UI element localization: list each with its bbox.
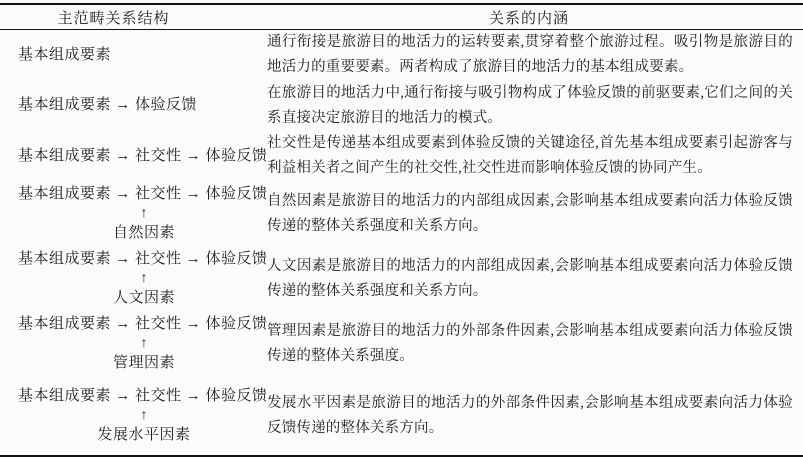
structure-path: 基本组成要素 → 社交性 → 体验反馈 <box>18 387 268 404</box>
structure-cell <box>0 181 268 246</box>
relation-description: 在旅游目的地活力中,通行衔接与吸引物构成了体验反馈的前驱要素,它们之间的关系直接决定旅游目的地活力的模式。 <box>267 84 793 126</box>
structure-path: 基本组成要素 → 体验反馈 <box>18 97 198 113</box>
structure-path: 基本组成要素 → 社交性 → 体验反馈 <box>18 315 268 332</box>
table-row <box>0 80 803 131</box>
structure-cell <box>0 30 255 80</box>
structure-path: 基本组成要素 → 社交性 → 体验反馈 <box>18 250 268 267</box>
meaning-column-header: 关系的内涵 <box>488 10 569 27</box>
table-row <box>0 311 803 376</box>
factor-influence <box>18 205 270 244</box>
structure-cell <box>0 311 268 376</box>
structure-cell <box>0 131 268 181</box>
factor-label: 发展水平因素 <box>97 426 191 443</box>
up-arrow-icon: ↑ <box>140 270 148 286</box>
table-row <box>0 131 803 181</box>
relation-description: 自然因素是旅游目的地活力的内部组成因素,会影响基本组成要素向活力体验反馈传递的整体关系强度和关系方向。 <box>267 192 793 234</box>
up-arrow-icon: ↑ <box>140 407 148 423</box>
structure-path: 基本组成要素 → 社交性 → 体验反馈 <box>18 147 268 164</box>
structure-path: 基本组成要素 <box>18 46 112 63</box>
factor-influence <box>18 270 270 309</box>
factor-influence <box>18 335 270 374</box>
structure-column-header: 主范畴关系结构 <box>57 10 170 27</box>
structure-cell <box>0 246 268 311</box>
factor-label: 管理因素 <box>112 354 175 371</box>
relation-description: 人文因素是旅游目的地活力的内部组成因素,会影响基本组成要素向活力体验反馈传递的整体关系强度和关系方向。 <box>267 257 793 299</box>
table-body <box>0 30 803 455</box>
table-row <box>0 376 803 455</box>
relation-description: 通行衔接是旅游目的地活力的运转要素,贯穿着整个旅游过程。吸引物是旅游目的地活力的重要要素。两者构成了旅游目的地活力的基本组成要素。 <box>267 34 793 75</box>
factor-label: 人文因素 <box>112 289 175 306</box>
structure-cell <box>0 376 268 455</box>
relation-description: 发展水平因素是旅游目的地活力的外部条件因素,会影响基本组成要素向活力体验反馈传递的整体关系方向。 <box>267 394 793 436</box>
table-row <box>0 30 803 80</box>
factor-label: 自然因素 <box>112 224 175 241</box>
structure-path: 基本组成要素 → 社交性 → 体验反馈 <box>18 185 268 202</box>
table-header-row <box>0 5 803 29</box>
factor-influence <box>18 407 270 446</box>
table-row <box>0 246 803 311</box>
relation-description: 管理因素是旅游目的地活力的外部条件因素,会影响基本组成要素向活力体验反馈传递的整体关系强度。 <box>267 322 793 364</box>
table-row <box>0 181 803 246</box>
up-arrow-icon: ↑ <box>140 205 148 221</box>
relation-description: 社交性是传递基本组成要素到体验反馈的关键途径,首先基本组成要素引起游客与利益相关者之间产生的社交性,社交性进而影响体验反馈的协同产生。 <box>267 135 793 176</box>
up-arrow-icon: ↑ <box>140 335 148 351</box>
structure-cell <box>0 80 255 131</box>
